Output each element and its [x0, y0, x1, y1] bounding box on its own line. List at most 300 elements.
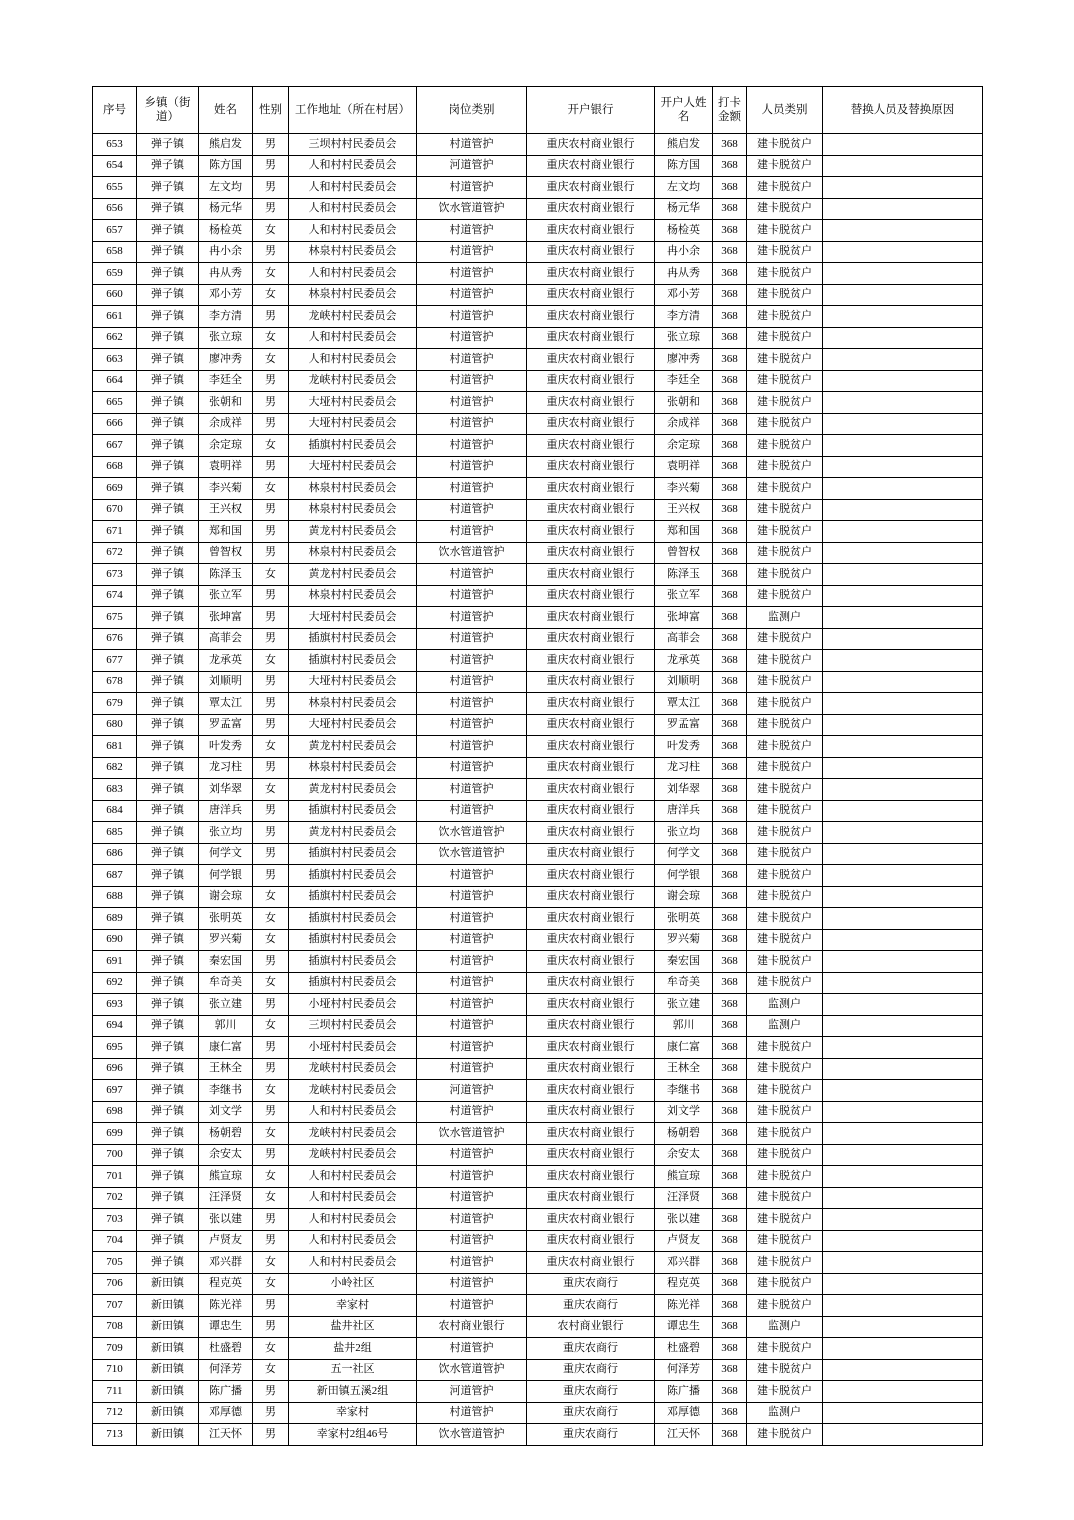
cell-workplace: 插旗村村民委员会: [289, 886, 417, 908]
cell-town: 弹子镇: [137, 413, 199, 435]
table-row: [93, 1015, 983, 1037]
cell-name: 谭忠生: [199, 1316, 253, 1338]
cell-replacement: [823, 886, 983, 908]
cell-bank: 重庆农村商业银行: [527, 349, 655, 371]
cell-amount: 368: [713, 263, 747, 285]
cell-workplace: 大垭村村民委员会: [289, 714, 417, 736]
table-body: [93, 134, 983, 1446]
cell-name: 龙承英: [199, 650, 253, 672]
cell-workplace: 林泉村村民委员会: [289, 757, 417, 779]
cell-replacement: [823, 327, 983, 349]
cell-name: 余成祥: [199, 413, 253, 435]
cell-gender: 男: [253, 499, 289, 521]
cell-account-holder: 杜盛碧: [655, 1338, 713, 1360]
cell-amount: 368: [713, 392, 747, 414]
cell-job-type: 村道管护: [417, 392, 527, 414]
cell-account-holder: 李继书: [655, 1080, 713, 1102]
cell-account-holder: 陈泽玉: [655, 564, 713, 586]
cell-person-type: 建卡脱贫户: [747, 220, 823, 242]
cell-workplace: 插旗村村民委员会: [289, 435, 417, 457]
column-header-job-type: 岗位类别: [417, 87, 527, 134]
cell-job-type: 饮水管道管护: [417, 542, 527, 564]
cell-name: 李继书: [199, 1080, 253, 1102]
cell-workplace: 盐井2组: [289, 1338, 417, 1360]
cell-replacement: [823, 1381, 983, 1403]
cell-amount: 368: [713, 800, 747, 822]
cell-bank: 重庆农村商业银行: [527, 1230, 655, 1252]
cell-account-holder: 龙承英: [655, 650, 713, 672]
cell-index: 659: [93, 263, 137, 285]
table-row: [93, 1037, 983, 1059]
cell-bank: 重庆农村商业银行: [527, 521, 655, 543]
table-row: [93, 1187, 983, 1209]
cell-replacement: [823, 1359, 983, 1381]
cell-replacement: [823, 134, 983, 156]
cell-account-holder: 张坤富: [655, 607, 713, 629]
cell-replacement: [823, 1123, 983, 1145]
cell-gender: 男: [253, 714, 289, 736]
cell-job-type: 村道管护: [417, 349, 527, 371]
table-row: [93, 1230, 983, 1252]
cell-job-type: 村道管护: [417, 241, 527, 263]
cell-person-type: 建卡脱贫户: [747, 1101, 823, 1123]
column-header-account-holder: 开户人姓名: [655, 87, 713, 134]
cell-job-type: 村道管护: [417, 1252, 527, 1274]
cell-name: 陈方国: [199, 155, 253, 177]
table-row: [93, 1144, 983, 1166]
cell-index: 712: [93, 1402, 137, 1424]
cell-town: 弹子镇: [137, 1166, 199, 1188]
cell-replacement: [823, 1187, 983, 1209]
cell-workplace: 龙峡村村民委员会: [289, 1058, 417, 1080]
cell-bank: 重庆农村商业银行: [527, 908, 655, 930]
cell-bank: 重庆农村商业银行: [527, 456, 655, 478]
cell-index: 687: [93, 865, 137, 887]
cell-replacement: [823, 521, 983, 543]
table-row: [93, 370, 983, 392]
cell-job-type: 村道管护: [417, 564, 527, 586]
cell-person-type: 建卡脱贫户: [747, 284, 823, 306]
cell-town: 弹子镇: [137, 736, 199, 758]
cell-index: 654: [93, 155, 137, 177]
cell-amount: 368: [713, 779, 747, 801]
cell-workplace: 小垭村村民委员会: [289, 994, 417, 1016]
cell-amount: 368: [713, 951, 747, 973]
cell-person-type: 建卡脱贫户: [747, 1166, 823, 1188]
table-row: [93, 972, 983, 994]
table-row: [93, 671, 983, 693]
cell-amount: 368: [713, 284, 747, 306]
cell-index: 673: [93, 564, 137, 586]
cell-gender: 女: [253, 1080, 289, 1102]
cell-workplace: 新田镇五溪2组: [289, 1381, 417, 1403]
cell-bank: 重庆农村商业银行: [527, 155, 655, 177]
table-row: [93, 1316, 983, 1338]
cell-replacement: [823, 1316, 983, 1338]
cell-job-type: 村道管护: [417, 628, 527, 650]
cell-account-holder: 陈方国: [655, 155, 713, 177]
cell-replacement: [823, 757, 983, 779]
cell-account-holder: 罗孟富: [655, 714, 713, 736]
cell-index: 699: [93, 1123, 137, 1145]
cell-amount: 368: [713, 241, 747, 263]
cell-index: 697: [93, 1080, 137, 1102]
cell-replacement: [823, 306, 983, 328]
table-row: [93, 757, 983, 779]
table-row: [93, 843, 983, 865]
cell-person-type: 建卡脱贫户: [747, 521, 823, 543]
cell-job-type: 村道管护: [417, 134, 527, 156]
cell-job-type: 村道管护: [417, 779, 527, 801]
cell-gender: 男: [253, 392, 289, 414]
cell-town: 新田镇: [137, 1359, 199, 1381]
table-row: [93, 1166, 983, 1188]
table-row: [93, 134, 983, 156]
cell-amount: 368: [713, 693, 747, 715]
cell-index: 696: [93, 1058, 137, 1080]
cell-job-type: 河道管护: [417, 1381, 527, 1403]
cell-name: 陈泽玉: [199, 564, 253, 586]
cell-town: 弹子镇: [137, 628, 199, 650]
cell-bank: 重庆农村商业银行: [527, 499, 655, 521]
table-row: [93, 1101, 983, 1123]
table-row: [93, 929, 983, 951]
cell-replacement: [823, 1015, 983, 1037]
cell-replacement: [823, 435, 983, 457]
cell-job-type: 村道管护: [417, 220, 527, 242]
cell-bank: 重庆农村商业银行: [527, 327, 655, 349]
cell-workplace: 林泉村村民委员会: [289, 499, 417, 521]
cell-town: 弹子镇: [137, 370, 199, 392]
cell-amount: 368: [713, 134, 747, 156]
cell-job-type: 饮水管道管护: [417, 843, 527, 865]
cell-replacement: [823, 564, 983, 586]
table-row: [93, 951, 983, 973]
cell-gender: 女: [253, 1252, 289, 1274]
cell-workplace: 林泉村村民委员会: [289, 585, 417, 607]
cell-index: 704: [93, 1230, 137, 1252]
cell-bank: 重庆农村商业银行: [527, 177, 655, 199]
cell-replacement: [823, 822, 983, 844]
cell-person-type: 建卡脱贫户: [747, 155, 823, 177]
cell-workplace: 幸家村: [289, 1402, 417, 1424]
cell-account-holder: 王林全: [655, 1058, 713, 1080]
cell-index: 713: [93, 1424, 137, 1446]
cell-workplace: 林泉村村民委员会: [289, 478, 417, 500]
cell-index: 671: [93, 521, 137, 543]
cell-gender: 女: [253, 929, 289, 951]
cell-replacement: [823, 1273, 983, 1295]
cell-account-holder: 李兴菊: [655, 478, 713, 500]
cell-bank: 重庆农村商业银行: [527, 1037, 655, 1059]
cell-replacement: [823, 542, 983, 564]
cell-gender: 男: [253, 671, 289, 693]
cell-name: 张立建: [199, 994, 253, 1016]
cell-gender: 女: [253, 650, 289, 672]
cell-workplace: 黄龙村村民委员会: [289, 564, 417, 586]
table-row: [93, 822, 983, 844]
cell-replacement: [823, 1252, 983, 1274]
cell-amount: 368: [713, 155, 747, 177]
cell-workplace: 人和村村民委员会: [289, 327, 417, 349]
cell-town: 弹子镇: [137, 1037, 199, 1059]
cell-amount: 368: [713, 1015, 747, 1037]
cell-job-type: 村道管护: [417, 284, 527, 306]
table-row: [93, 714, 983, 736]
cell-index: 684: [93, 800, 137, 822]
cell-replacement: [823, 994, 983, 1016]
cell-amount: 368: [713, 478, 747, 500]
cell-name: 康仁富: [199, 1037, 253, 1059]
cell-account-holder: 何泽芳: [655, 1359, 713, 1381]
cell-town: 弹子镇: [137, 951, 199, 973]
table-row: [93, 693, 983, 715]
cell-account-holder: 谭忠生: [655, 1316, 713, 1338]
cell-person-type: 建卡脱贫户: [747, 1338, 823, 1360]
cell-name: 张朝和: [199, 392, 253, 414]
cell-person-type: 建卡脱贫户: [747, 650, 823, 672]
cell-amount: 368: [713, 1359, 747, 1381]
table-row: [93, 1338, 983, 1360]
table-row: [93, 478, 983, 500]
cell-gender: 男: [253, 456, 289, 478]
table-row: [93, 177, 983, 199]
cell-index: 685: [93, 822, 137, 844]
cell-workplace: 林泉村村民委员会: [289, 542, 417, 564]
cell-person-type: 建卡脱贫户: [747, 1058, 823, 1080]
cell-amount: 368: [713, 1402, 747, 1424]
cell-town: 弹子镇: [137, 693, 199, 715]
cell-amount: 368: [713, 757, 747, 779]
table-row: [93, 1058, 983, 1080]
cell-amount: 368: [713, 1381, 747, 1403]
cell-gender: 男: [253, 757, 289, 779]
cell-amount: 368: [713, 564, 747, 586]
cell-replacement: [823, 1080, 983, 1102]
cell-gender: 男: [253, 1424, 289, 1446]
cell-gender: 男: [253, 521, 289, 543]
cell-bank: 重庆农村商业银行: [527, 585, 655, 607]
table-row: [93, 736, 983, 758]
cell-index: 655: [93, 177, 137, 199]
cell-replacement: [823, 1338, 983, 1360]
cell-job-type: 村道管护: [417, 736, 527, 758]
cell-workplace: 人和村村民委员会: [289, 263, 417, 285]
cell-amount: 368: [713, 198, 747, 220]
cell-index: 686: [93, 843, 137, 865]
table-row: [93, 542, 983, 564]
cell-job-type: 饮水管道管护: [417, 1359, 527, 1381]
cell-name: 张以建: [199, 1209, 253, 1231]
cell-account-holder: 卢贤友: [655, 1230, 713, 1252]
cell-bank: 重庆农村商业银行: [527, 929, 655, 951]
cell-town: 弹子镇: [137, 843, 199, 865]
cell-workplace: 三坝村村民委员会: [289, 1015, 417, 1037]
cell-town: 弹子镇: [137, 1230, 199, 1252]
cell-person-type: 建卡脱贫户: [747, 757, 823, 779]
cell-name: 郭川: [199, 1015, 253, 1037]
cell-person-type: 建卡脱贫户: [747, 1230, 823, 1252]
cell-town: 弹子镇: [137, 1080, 199, 1102]
cell-account-holder: 廖冲秀: [655, 349, 713, 371]
cell-replacement: [823, 220, 983, 242]
cell-person-type: 建卡脱贫户: [747, 736, 823, 758]
cell-amount: 368: [713, 1316, 747, 1338]
cell-job-type: 村道管护: [417, 951, 527, 973]
cell-amount: 368: [713, 177, 747, 199]
cell-gender: 男: [253, 413, 289, 435]
cell-index: 667: [93, 435, 137, 457]
cell-account-holder: 杨检英: [655, 220, 713, 242]
cell-index: 694: [93, 1015, 137, 1037]
cell-town: 弹子镇: [137, 908, 199, 930]
cell-workplace: 插旗村村民委员会: [289, 628, 417, 650]
cell-replacement: [823, 908, 983, 930]
cell-job-type: 村道管护: [417, 478, 527, 500]
table-row: [93, 607, 983, 629]
table-row: [93, 564, 983, 586]
cell-replacement: [823, 1295, 983, 1317]
cell-gender: 女: [253, 284, 289, 306]
cell-job-type: 村道管护: [417, 413, 527, 435]
table-row: [93, 284, 983, 306]
cell-amount: 368: [713, 1273, 747, 1295]
cell-amount: 368: [713, 456, 747, 478]
cell-account-holder: 余安太: [655, 1144, 713, 1166]
cell-person-type: 建卡脱贫户: [747, 435, 823, 457]
cell-workplace: 插旗村村民委员会: [289, 650, 417, 672]
cell-gender: 男: [253, 306, 289, 328]
cell-bank: 重庆农村商业银行: [527, 134, 655, 156]
cell-account-holder: 覃太江: [655, 693, 713, 715]
cell-index: 692: [93, 972, 137, 994]
table-row: [93, 263, 983, 285]
cell-gender: 女: [253, 886, 289, 908]
cell-name: 李兴菊: [199, 478, 253, 500]
table-row: [93, 1080, 983, 1102]
table-row: [93, 521, 983, 543]
cell-person-type: 建卡脱贫户: [747, 693, 823, 715]
cell-person-type: 建卡脱贫户: [747, 1252, 823, 1274]
cell-name: 李廷全: [199, 370, 253, 392]
cell-amount: 368: [713, 843, 747, 865]
cell-amount: 368: [713, 1080, 747, 1102]
cell-bank: 重庆农村商业银行: [527, 865, 655, 887]
cell-name: 余安太: [199, 1144, 253, 1166]
column-header-gender: 性别: [253, 87, 289, 134]
cell-name: 曾智权: [199, 542, 253, 564]
cell-workplace: 林泉村村民委员会: [289, 241, 417, 263]
cell-town: 弹子镇: [137, 220, 199, 242]
cell-amount: 368: [713, 521, 747, 543]
cell-person-type: 建卡脱贫户: [747, 671, 823, 693]
cell-person-type: 建卡脱贫户: [747, 177, 823, 199]
cell-amount: 368: [713, 1230, 747, 1252]
cell-index: 663: [93, 349, 137, 371]
table-row: [93, 800, 983, 822]
cell-job-type: 河道管护: [417, 155, 527, 177]
cell-replacement: [823, 736, 983, 758]
cell-account-holder: 刘顺明: [655, 671, 713, 693]
cell-workplace: 林泉村村民委员会: [289, 693, 417, 715]
cell-replacement: [823, 1101, 983, 1123]
cell-account-holder: 叶发秀: [655, 736, 713, 758]
cell-town: 弹子镇: [137, 456, 199, 478]
cell-job-type: 村道管护: [417, 671, 527, 693]
cell-bank: 重庆农村商业银行: [527, 241, 655, 263]
cell-person-type: 建卡脱贫户: [747, 1144, 823, 1166]
cell-workplace: 人和村村民委员会: [289, 220, 417, 242]
cell-account-holder: 牟奇美: [655, 972, 713, 994]
cell-town: 弹子镇: [137, 392, 199, 414]
cell-amount: 368: [713, 1338, 747, 1360]
cell-person-type: 建卡脱贫户: [747, 370, 823, 392]
cell-bank: 重庆农村商业银行: [527, 972, 655, 994]
cell-gender: 男: [253, 1101, 289, 1123]
cell-job-type: 村道管护: [417, 456, 527, 478]
cell-amount: 368: [713, 542, 747, 564]
cell-bank: 重庆农商行: [527, 1359, 655, 1381]
column-header-workplace: 工作地址（所在村居）: [289, 87, 417, 134]
roster-table: [92, 86, 983, 1446]
cell-name: 程克英: [199, 1273, 253, 1295]
cell-replacement: [823, 929, 983, 951]
cell-index: 706: [93, 1273, 137, 1295]
cell-person-type: 建卡脱贫户: [747, 1295, 823, 1317]
cell-account-holder: 何学银: [655, 865, 713, 887]
cell-replacement: [823, 456, 983, 478]
cell-amount: 368: [713, 908, 747, 930]
cell-name: 廖冲秀: [199, 349, 253, 371]
cell-index: 664: [93, 370, 137, 392]
cell-town: 新田镇: [137, 1316, 199, 1338]
cell-name: 何学文: [199, 843, 253, 865]
cell-account-holder: 陈光祥: [655, 1295, 713, 1317]
cell-amount: 368: [713, 220, 747, 242]
cell-name: 高菲会: [199, 628, 253, 650]
cell-bank: 重庆农村商业银行: [527, 1058, 655, 1080]
table-row: [93, 650, 983, 672]
cell-index: 700: [93, 1144, 137, 1166]
cell-job-type: 村道管护: [417, 1101, 527, 1123]
cell-workplace: 人和村村民委员会: [289, 1166, 417, 1188]
cell-index: 670: [93, 499, 137, 521]
cell-bank: 重庆农村商业银行: [527, 951, 655, 973]
cell-town: 弹子镇: [137, 929, 199, 951]
cell-index: 662: [93, 327, 137, 349]
cell-workplace: 小岭社区: [289, 1273, 417, 1295]
cell-town: 弹子镇: [137, 1187, 199, 1209]
cell-account-holder: 张立均: [655, 822, 713, 844]
cell-person-type: 建卡脱贫户: [747, 779, 823, 801]
cell-person-type: 建卡脱贫户: [747, 1209, 823, 1231]
cell-job-type: 村道管护: [417, 1187, 527, 1209]
cell-job-type: 饮水管道管护: [417, 822, 527, 844]
cell-name: 张坤富: [199, 607, 253, 629]
cell-name: 张明英: [199, 908, 253, 930]
cell-bank: 重庆农村商业银行: [527, 843, 655, 865]
cell-name: 汪泽贤: [199, 1187, 253, 1209]
cell-name: 何泽芳: [199, 1359, 253, 1381]
cell-account-holder: 何学文: [655, 843, 713, 865]
cell-account-holder: 邓小芳: [655, 284, 713, 306]
table-row: [93, 1295, 983, 1317]
cell-person-type: 建卡脱贫户: [747, 349, 823, 371]
cell-bank: 重庆农商行: [527, 1424, 655, 1446]
cell-workplace: 插旗村村民委员会: [289, 800, 417, 822]
cell-job-type: 村道管护: [417, 1015, 527, 1037]
cell-person-type: 建卡脱贫户: [747, 628, 823, 650]
